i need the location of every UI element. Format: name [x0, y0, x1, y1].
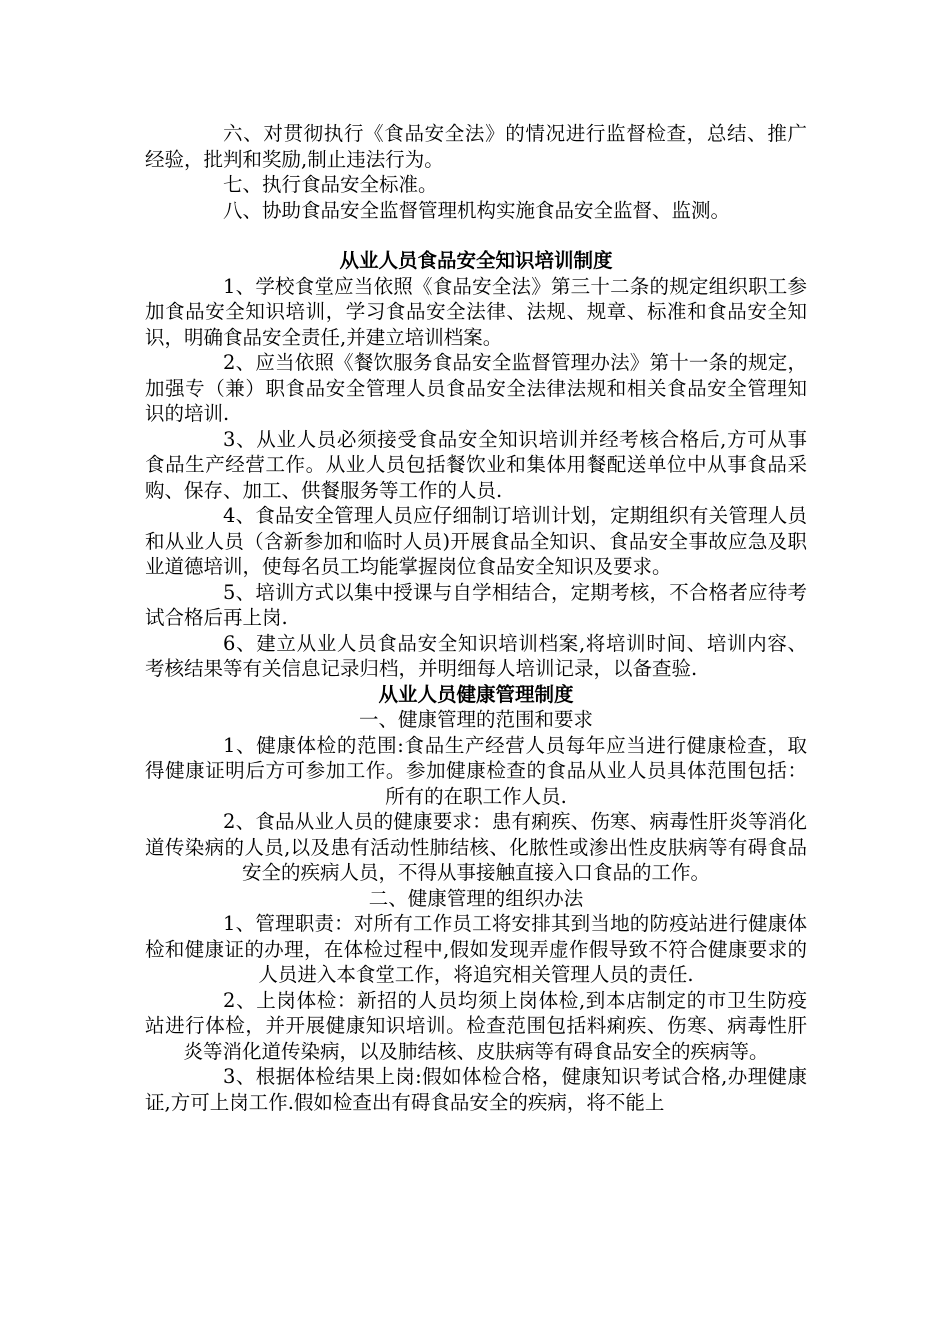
- section-title: 从业人员健康管理制度: [378, 682, 574, 706]
- paragraph: 1、学校食堂应当依照《食品安全法》第三十二条的规定组织职工参加食品安全知识培训，学习食品安全法律、法规、规章、标准和食品安全知识，明确食品安全责任,并建立培训档案。: [145, 274, 807, 349]
- paragraph: 1、健康体检的范围:食品生产经营人员每年应当进行健康检查，取得健康证明后方可参加工作。参加健康检查的食品从业人员具体范围包括：所有的在职工作人员.: [145, 733, 807, 808]
- paragraph: 八、协助食品安全监督管理机构实施食品安全监督、监测。: [223, 198, 731, 222]
- paragraph: 六、对贯彻执行《食品安全法》的情况进行监督检查，总结、推广经验，批判和奖励,制止违法行为。: [145, 122, 807, 171]
- paragraph: 5、培训方式以集中授课与自学相结合，定期考核，不合格者应待考试合格后再上岗.: [145, 580, 807, 629]
- paragraph: 3、从业人员必须接受食品安全知识培训并经考核合格后,方可从事食品生产经营工作。从业人员包括餐饮业和集体用餐配送单位中从事食品采购、保存、加工、供餐服务等工作的人员.: [145, 427, 807, 502]
- paragraph: 1、管理职责：对所有工作员工将安排其到当地的防疫站进行健康体检和健康证的办理，在体检过程中,假如发现弄虚作假导致不符合健康要求的人员进入本食堂工作，将追究相关管理人员的责任.: [145, 912, 807, 986]
- paragraph: 3、根据体检结果上岗:假如体检合格，健康知识考试合格,办理健康证,方可上岗工作.假如检查出有碍食品安全的疾病，将不能上: [145, 1065, 807, 1114]
- paragraph: 七、执行食品安全标准。: [223, 173, 438, 196]
- section-subtitle: 一、健康管理的范围和要求: [358, 708, 593, 731]
- paragraph: 2、应当依照《餐饮服务食品安全监督管理办法》第十一条的规定，加强专（兼）职食品安全管理人员食品安全法律法规和相关食品安全管理知识的培训.: [145, 351, 807, 425]
- paragraph: 2、食品从业人员的健康要求：患有痢疾、伤寒、病毒性肝炎等消化道传染病的人员,以及患有活动性肺结核、化脓性或渗出性皮肤病等有碍食品安全的疾病人员，不得从事接触直接入口食品的工作。: [145, 810, 807, 884]
- paragraph: 4、食品安全管理人员应仔细制订培训计划，定期组织有关管理人员和从业人员（含新参加和临时人员)开展食品全知识、食品安全事故应急及职业道德培训，使每名员工均能掌握岗位食品安全知识及要求。: [145, 504, 807, 578]
- document-page: [145, 121, 807, 1115]
- section-subtitle: 二、健康管理的组织办法: [368, 886, 584, 910]
- section-title: 从业人员食品安全知识培训制度: [339, 249, 613, 272]
- paragraph: 2、上岗体检：新招的人员均须上岗体检,到本店制定的市卫生防疫站进行体检，并开展健康知识培训。检查范围包括料痢疾、伤寒、病毒性肝炎等消化道传染病，以及肺结核、皮肤病等有碍食品安全的疾病等。: [145, 988, 807, 1063]
- spacer: [145, 223, 807, 248]
- paragraph: 6、建立从业人员食品安全知识培训档案,将培训时间、培训内容、考核结果等有关信息记录归档，并明细每人培训记录，以备查验.: [145, 631, 807, 680]
